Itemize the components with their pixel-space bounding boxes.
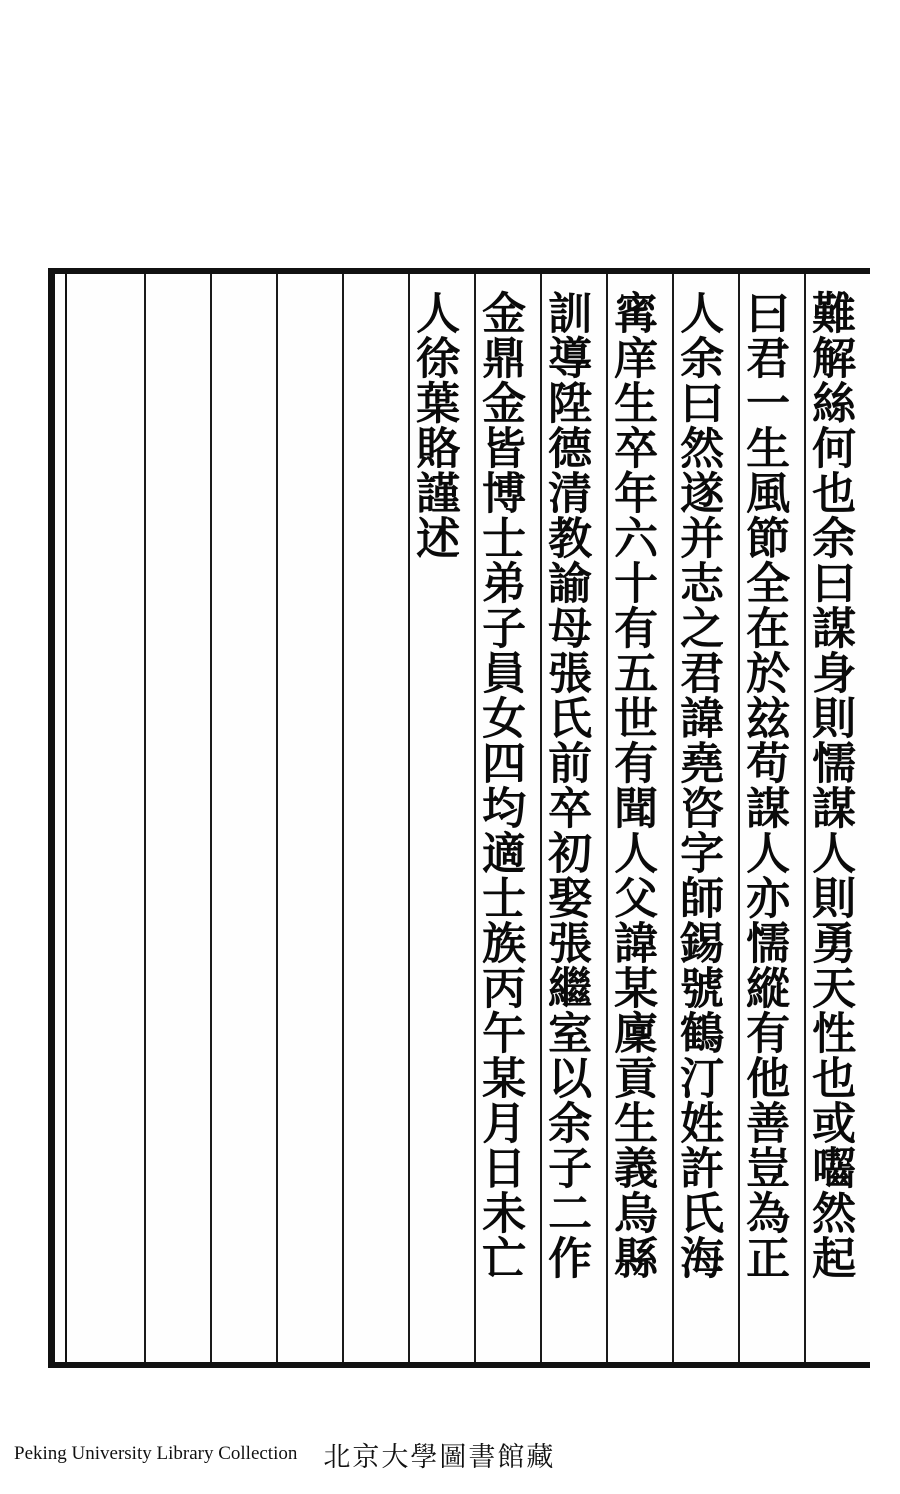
column-text: 難解絲何也余曰謀身則懦謀人則勇天性也或囓然起 xyxy=(804,290,856,1280)
text-column xyxy=(804,274,870,1362)
column-text: 寗庠生卒年六十有五世有聞人父諱某廩貢生義烏縣 xyxy=(606,290,658,1280)
text-column-empty xyxy=(276,274,342,1362)
text-column xyxy=(474,274,540,1362)
text-column xyxy=(408,274,474,1362)
text-column xyxy=(540,274,606,1362)
column-text: 人余曰然遂并志之君諱堯咨字師錫號鶴汀姓許氏海 xyxy=(672,290,724,1280)
column-text: 金鼎金皆博士弟子員女四均適士族丙午某月日未亡 xyxy=(474,290,526,1280)
text-column xyxy=(672,274,738,1362)
text-column-empty xyxy=(210,274,276,1362)
collection-caption-english: Peking University Library Collection xyxy=(14,1443,298,1464)
collection-caption xyxy=(0,1424,900,1484)
text-column-empty xyxy=(342,274,408,1362)
text-column-empty xyxy=(144,274,210,1362)
text-column xyxy=(738,274,804,1362)
column-container xyxy=(73,274,870,1362)
text-block-frame xyxy=(48,268,870,1368)
column-text: 人徐葉賂謹述 xyxy=(408,290,460,560)
collection-caption-chinese: 北京大學圖書館藏 xyxy=(323,1441,556,1473)
column-text: 曰君一生風節全在於玆苟謀人亦懦縱有他善豈為正 xyxy=(738,290,790,1280)
text-column xyxy=(606,274,672,1362)
column-text: 訓導陞德清教諭母張氏前卒初娶張繼室以余子二作 xyxy=(540,290,592,1280)
